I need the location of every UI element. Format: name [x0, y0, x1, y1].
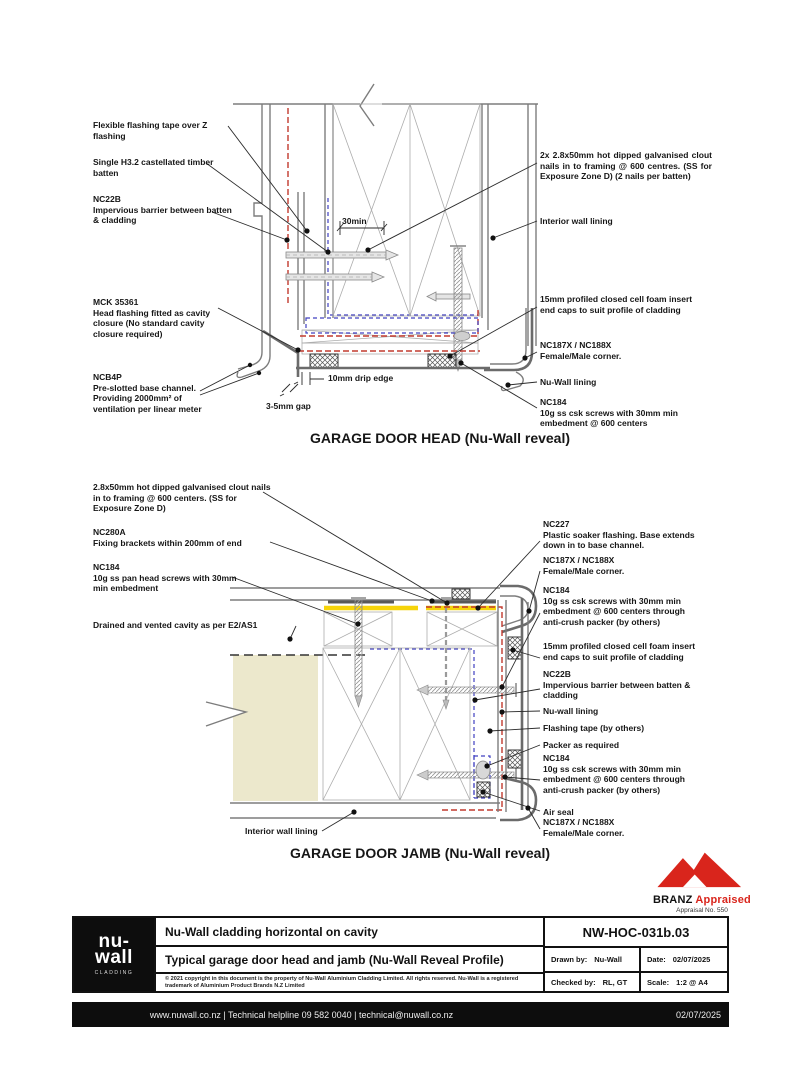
- label-code: MCK 35361: [93, 297, 139, 307]
- logo-subtext: CLADDING: [94, 969, 134, 976]
- branz-appraised-mark: [642, 849, 762, 914]
- label-code: NC184: [543, 753, 570, 763]
- label-code: NC280A: [93, 527, 126, 537]
- checked-by-value: RL, GT: [602, 977, 628, 987]
- label-flexible-flashing-tape: [93, 120, 233, 141]
- label-code: NCB4P: [93, 372, 122, 382]
- label-text: 15mm profiled closed cell foam insert end caps to suit profile of cladding: [540, 294, 693, 315]
- title-block: [72, 916, 729, 993]
- label-csk-screws-head: [540, 397, 712, 429]
- label-interior-wall-lining-head: [540, 216, 700, 227]
- label-code: NC184: [93, 562, 120, 572]
- label-code: NC187X / NC188X: [543, 555, 615, 565]
- label-corner-profile-head: [540, 340, 700, 361]
- label-text: Impervious barrier between batten & cladding: [543, 679, 691, 700]
- label-clout-nails-jamb: [93, 482, 273, 514]
- label-text: 10g ss csk screws with 30mm min embedment @ 600 centers through anti-crush packer (by others): [543, 763, 685, 795]
- copyright-note: © 2021 copyright in this document is the property of Nu-Wall Aluminium Cladding Limited. All rights reserved. Nu-Wall is a registered trademark of Aluminium Product Brands N.Z Limited: [165, 976, 519, 989]
- label-air-seal: [543, 807, 703, 818]
- label-text: Flashing tape (by others): [543, 723, 645, 733]
- label-text: Nu-Wall lining: [540, 377, 597, 387]
- label-text: Packer as required: [543, 740, 620, 750]
- label-code: NC187X / NC188X: [543, 817, 615, 827]
- label-pan-head-screws: [93, 562, 243, 594]
- label-corner-profile-jamb-bottom: [543, 817, 703, 838]
- label-code: NC22B: [543, 669, 571, 679]
- title-block-right: [545, 918, 727, 991]
- scale-cell: [641, 973, 727, 991]
- label-text: Plastic soaker flashing. Base extends down in to base channel.: [543, 529, 695, 550]
- drawn-date-row: [545, 948, 727, 973]
- label-text: Interior wall lining: [540, 216, 613, 226]
- label-text: Interior wall lining: [245, 826, 318, 836]
- label-nuwall-lining-jamb: [543, 706, 703, 717]
- branz-brand: BRANZ: [653, 894, 693, 906]
- label-clout-nails-head: [540, 150, 712, 182]
- dimension-drip-edge: 10mm drip edge: [328, 373, 394, 383]
- label-code: NC187X / NC188X: [540, 340, 612, 350]
- jamb-detail-title: GARAGE DOOR JAMB (Nu-Wall reveal): [289, 845, 551, 861]
- label-drained-cavity: [93, 620, 313, 631]
- label-base-channel: [93, 372, 205, 414]
- label-text: Air seal: [543, 807, 574, 817]
- title-block-middle: [154, 918, 545, 991]
- label-text: Drained and vented cavity as per E2/AS1: [93, 620, 258, 630]
- label-code: NC227: [543, 519, 570, 529]
- label-csk-screws-jamb-1: [543, 585, 703, 627]
- label-foam-end-caps-jamb: [543, 641, 703, 662]
- label-text: Single H3.2 castellated timber batten: [93, 157, 214, 178]
- label-text: 2.8x50mm hot dipped galvanised clout nails in to framing @ 600 centers. (SS for Exposure Zone D): [93, 482, 271, 513]
- label-foam-end-caps-head: [540, 294, 700, 315]
- checked-by-cell: [545, 973, 641, 991]
- label-soaker-flashing: [543, 519, 703, 551]
- label-corner-profile-jamb-top: [543, 555, 703, 576]
- dimension-batten-width: 30min: [342, 216, 367, 226]
- label-text: Nu-wall lining: [543, 706, 599, 716]
- sheet-title: Typical garage door head and jamb (Nu-Wall Reveal Profile): [156, 947, 543, 974]
- drawing-number: NW-HOC-031b.03: [545, 918, 727, 948]
- label-text: Female/Male corner.: [543, 565, 625, 576]
- footer-contact: www.nuwall.co.nz | Technical helpline 09 582 0040 | technical@nuwall.co.nz: [149, 1009, 454, 1020]
- label-code: NC22B: [93, 194, 121, 204]
- label-csk-screws-jamb-2: [543, 753, 703, 795]
- checked-scale-row: [545, 973, 727, 991]
- label-text: 10g ss pan head screws with 30mm min embedment: [93, 572, 237, 593]
- label-interior-wall-lining-jamb: [245, 826, 355, 837]
- footer-bar: [72, 1002, 729, 1027]
- label-text: 10g ss csk screws with 30mm min embedment @ 600 centers through anti-crush packer (by others): [543, 595, 685, 627]
- label-text: Pre-slotted base channel. Providing 2000mm² of ventilation per linear meter: [93, 382, 202, 414]
- label-impervious-barrier-head: [93, 194, 233, 226]
- label-text: Female/Male corner.: [543, 827, 625, 838]
- nuwall-logo: [74, 918, 154, 991]
- label-nuwall-lining-head: [540, 377, 700, 388]
- date-label: Date:: [647, 955, 666, 964]
- label-fixing-brackets: [93, 527, 278, 548]
- scale-value: 1:2 @ A4: [676, 977, 708, 987]
- branz-appraised-text: [642, 894, 762, 906]
- garage-door-head-drawing: [200, 84, 538, 408]
- label-castellated-batten: [93, 157, 233, 178]
- drawn-by-label: Drawn by:: [551, 955, 588, 964]
- label-code: NC184: [540, 397, 567, 407]
- label-text: Fixing brackets within 200mm of end: [93, 537, 242, 548]
- label-code: NC184: [543, 585, 570, 595]
- label-text: 10g ss csk screws with 30mm min embedment @ 600 centers: [540, 407, 678, 428]
- scale-label: Scale:: [647, 977, 670, 987]
- label-text: Flexible flashing tape over Z flashing: [93, 120, 208, 141]
- logo-line2: wall: [95, 946, 133, 968]
- head-detail-title: GARAGE DOOR HEAD (Nu-Wall reveal): [309, 430, 571, 446]
- label-text: Head flashing fitted as cavity closure (No standard cavity closure required): [93, 307, 211, 339]
- label-text: Impervious barrier between batten & cladding: [93, 204, 232, 225]
- branz-logo-icon: [650, 849, 754, 889]
- label-head-flashing: [93, 297, 215, 339]
- branz-status: Appraised: [695, 894, 751, 906]
- drawn-by-cell: [545, 948, 641, 971]
- date-cell: [641, 948, 727, 971]
- label-impervious-barrier-jamb: [543, 669, 705, 701]
- footer-date: 02/07/2025: [675, 1009, 721, 1020]
- checked-by-label: Checked by:: [551, 977, 596, 987]
- label-text: 2x 2.8x50mm hot dipped galvanised clout nails in to framing @ 600 centres. (SS for Exposure Zone D) (2 nails per batten): [540, 150, 712, 181]
- series-title: Nu-Wall cladding horizontal on cavity: [156, 918, 543, 947]
- logo-line1: nu-: [98, 930, 130, 952]
- date-value: 02/07/2025: [672, 955, 711, 964]
- label-flashing-tape-jamb: [543, 723, 703, 734]
- dimension-gap: 3-5mm gap: [266, 401, 311, 411]
- label-text: 15mm profiled closed cell foam insert end caps to suit profile of cladding: [543, 641, 696, 662]
- branz-appraisal-number: Appraisal No. 550: [676, 907, 728, 914]
- drawn-by-value: Nu-Wall: [594, 955, 622, 964]
- label-text: Female/Male corner.: [540, 350, 622, 361]
- label-packer: [543, 740, 703, 751]
